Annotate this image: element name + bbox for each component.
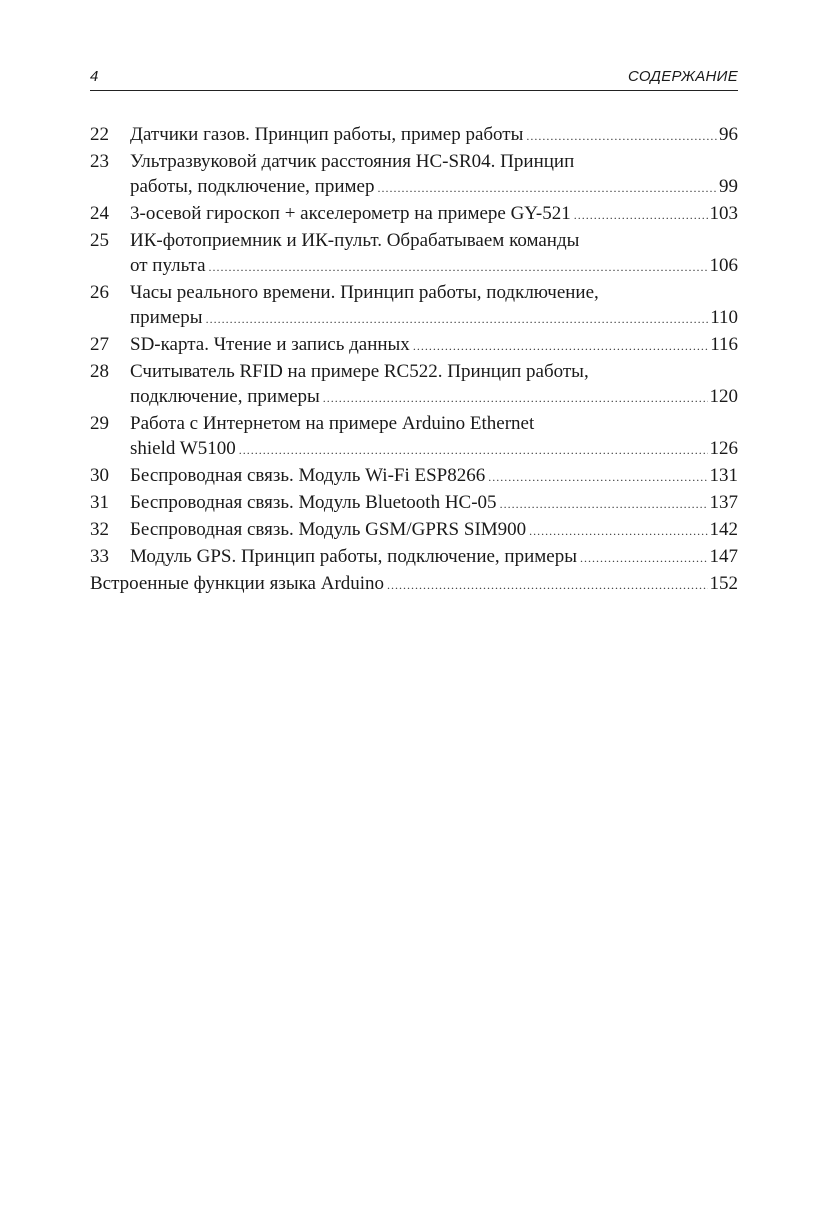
section-title: СОДЕРЖАНИЕ — [627, 68, 738, 85]
chapter-title: Беспроводная связь. Модуль GSM/GPRS SIM900 — [130, 519, 527, 540]
chapter-title: Датчики газов. Принцип работы, пример работы — [130, 124, 524, 145]
chapter-title: Беспроводная связь. Модуль Wi-Fi ESP8266 — [130, 465, 486, 486]
toc-entry[interactable] — [90, 149, 738, 201]
page-ref: 106 — [709, 255, 738, 276]
dot-leader — [526, 124, 717, 149]
page-ref: 99 — [719, 176, 738, 197]
table-of-contents — [90, 122, 738, 598]
chapter-number: 26 — [90, 282, 109, 303]
page-ref: 147 — [709, 546, 738, 567]
chapter-title: ИК-фотоприемник и ИК-пульт. Обрабатываем команды — [130, 230, 580, 251]
dot-leader — [209, 255, 708, 280]
chapter-title: SD-карта. Чтение и запись данных — [130, 334, 410, 355]
dot-leader — [387, 573, 707, 598]
chapter-number: 28 — [90, 361, 109, 382]
chapter-number: 31 — [90, 492, 109, 513]
page-ref: 110 — [710, 307, 738, 328]
chapter-title: подключение, примеры — [130, 386, 320, 407]
chapter-title: shield W5100 — [130, 438, 236, 459]
toc-entry[interactable] — [90, 332, 738, 359]
chapter-number: 25 — [90, 230, 109, 251]
chapter-number: 32 — [90, 519, 109, 540]
chapter-title: примеры — [130, 307, 203, 328]
toc-entry[interactable] — [90, 544, 738, 571]
toc-entry[interactable] — [90, 228, 738, 280]
chapter-title: от пульта — [130, 255, 206, 276]
page-ref: 152 — [709, 573, 738, 594]
dot-leader — [377, 176, 717, 201]
chapter-number: 23 — [90, 151, 109, 172]
dot-leader — [323, 386, 708, 411]
page-ref: 137 — [709, 492, 738, 513]
page-ref: 103 — [709, 203, 738, 224]
page-ref: 131 — [709, 465, 738, 486]
chapter-title: Работа с Интернетом на примере Arduino Ethernet — [130, 413, 535, 434]
toc-entry[interactable] — [90, 359, 738, 411]
chapter-title: Модуль GPS. Принцип работы, подключение, примеры — [130, 546, 577, 567]
page-number: 4 — [90, 68, 99, 85]
toc-entry[interactable] — [90, 571, 738, 598]
running-header — [90, 66, 738, 91]
page-ref: 96 — [719, 124, 738, 145]
dot-leader — [529, 519, 707, 544]
toc-entry[interactable] — [90, 122, 738, 149]
page-ref: 126 — [709, 438, 738, 459]
chapter-title: 3-осевой гироскоп + акселерометр на примере GY-521 — [130, 203, 571, 224]
chapter-title: Часы реального времени. Принцип работы, подключение, — [130, 282, 599, 303]
chapter-title: Беспроводная связь. Модуль Bluetooth HC-05 — [130, 492, 497, 513]
page-ref: 116 — [710, 334, 738, 355]
toc-entry[interactable] — [90, 490, 738, 517]
toc-entry[interactable] — [90, 517, 738, 544]
chapter-title: Считыватель RFID на примере RC522. Принцип работы, — [130, 361, 589, 382]
chapter-number: 24 — [90, 203, 109, 224]
dot-leader — [413, 334, 708, 359]
chapter-number: 29 — [90, 413, 109, 434]
dot-leader — [580, 546, 708, 571]
chapter-number: 27 — [90, 334, 109, 355]
chapter-title: Встроенные функции языка Arduino — [90, 573, 385, 594]
dot-leader — [574, 203, 708, 228]
dot-leader — [488, 465, 707, 490]
toc-entry[interactable] — [90, 463, 738, 490]
dot-leader — [206, 307, 709, 332]
toc-entry[interactable] — [90, 280, 738, 332]
chapter-number: 33 — [90, 546, 109, 567]
toc-entry[interactable] — [90, 411, 738, 463]
dot-leader — [500, 492, 708, 517]
page-ref: 142 — [709, 519, 738, 540]
toc-entry[interactable] — [90, 201, 738, 228]
chapter-number: 30 — [90, 465, 109, 486]
page-ref: 120 — [709, 386, 738, 407]
chapter-title: Ультразвуковой датчик расстояния HC-SR04. Принцип — [130, 151, 575, 172]
chapter-title: работы, подключение, пример — [130, 176, 375, 197]
chapter-number: 22 — [90, 124, 109, 145]
dot-leader — [239, 438, 708, 463]
